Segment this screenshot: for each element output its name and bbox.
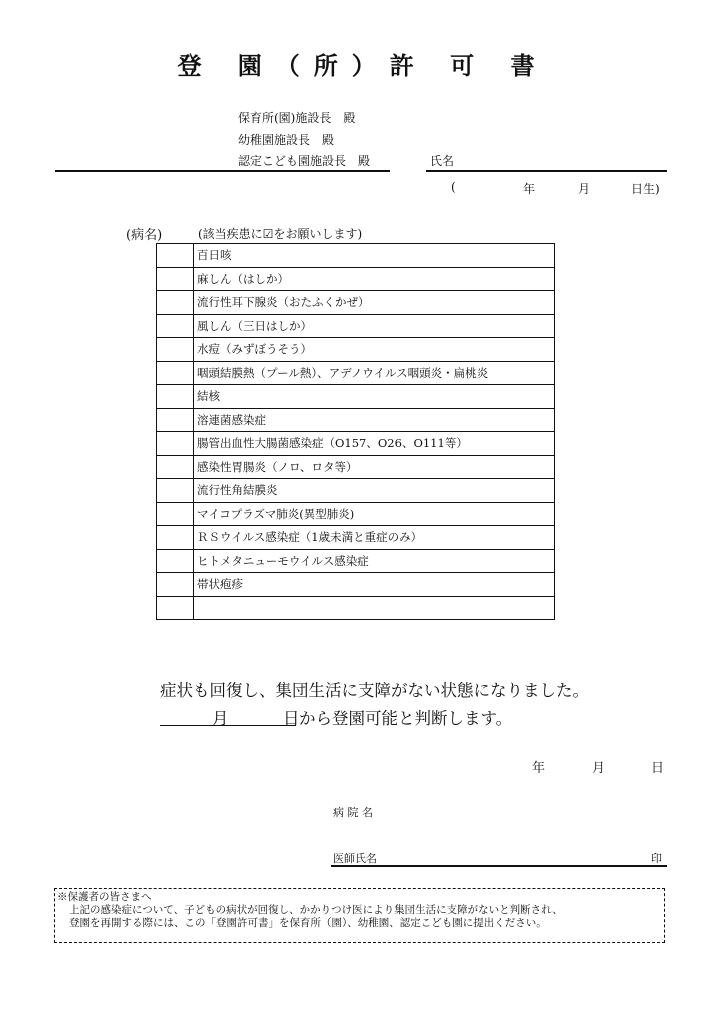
disease-checkbox[interactable]	[157, 338, 194, 362]
note-heading: ※保護者の皆さまへ	[57, 891, 152, 903]
disease-checkbox[interactable]	[157, 573, 194, 597]
disease-checkbox[interactable]	[157, 244, 194, 268]
birth-open: (	[451, 180, 456, 194]
disease-checkbox[interactable]	[157, 408, 194, 432]
disease-name: マイコプラズマ肺炎(異型肺炎)	[194, 502, 555, 526]
resume-month-label: 月	[212, 709, 229, 728]
birth-month-label: 月	[578, 182, 591, 196]
date-year-label: 年	[532, 761, 546, 776]
disease-name: 麻しん（はしか）	[194, 267, 555, 291]
disease-row	[157, 361, 555, 385]
disease-row	[157, 479, 555, 503]
disease-row	[157, 502, 555, 526]
disease-name: 溶連菌感染症	[194, 408, 555, 432]
disease-row	[157, 338, 555, 362]
disease-checkbox[interactable]	[157, 314, 194, 338]
date-day-label: 日	[651, 761, 665, 776]
disease-name: 風しん（三日はしか）	[194, 314, 555, 338]
date-month-label: 月	[592, 761, 606, 776]
disease-row	[157, 314, 555, 338]
disease-checkbox[interactable]	[157, 432, 194, 456]
doctor-label: 医師氏名	[333, 852, 377, 865]
disease-row	[157, 244, 555, 268]
disease-label: (病名)	[126, 228, 163, 243]
disease-checkbox[interactable]	[157, 479, 194, 503]
birth-year-label: 年	[523, 182, 536, 196]
disease-name: 流行性耳下腺炎（おたふくかぜ）	[194, 291, 555, 315]
disease-checkbox[interactable]	[157, 291, 194, 315]
doctor-name-field[interactable]	[331, 865, 667, 867]
statement: 症状も回復し、集団生活に支障がない状態になりました。	[160, 681, 589, 700]
disease-name: 水痘（みずぼうそう）	[194, 338, 555, 362]
disease-name	[194, 596, 555, 620]
divider	[55, 170, 390, 172]
addressee-kindergarten: 幼稚園施設長 殿	[238, 133, 335, 147]
note-line-1: 上記の感染症について、子どもの病状が回復し、かかりつけ医により集団生活に支障がないと判断され、	[69, 904, 563, 916]
disease-row	[157, 526, 555, 550]
guardian-note	[54, 888, 665, 943]
disease-checkbox[interactable]	[157, 526, 194, 550]
disease-name: 感染性胃腸炎（ノロ、ロタ等）	[194, 455, 555, 479]
addressee-center: 認定こども園施設長 殿	[238, 154, 371, 168]
check-instruction: (該当疾患に☑をお願いします)	[198, 227, 363, 241]
disease-name: 結核	[194, 385, 555, 409]
disease-checkbox[interactable]	[157, 361, 194, 385]
name-field[interactable]	[426, 170, 667, 172]
disease-name: 腸管出血性大腸菌感染症（O157、O26、O111等）	[194, 432, 555, 456]
disease-table	[156, 243, 555, 620]
disease-row	[157, 549, 555, 573]
addressee-nursery: 保育所(園)施設長 殿	[238, 111, 356, 125]
seal-label: 印	[651, 852, 662, 865]
name-label: 氏名	[430, 154, 455, 168]
disease-row	[157, 596, 555, 620]
disease-row	[157, 432, 555, 456]
page-title: 登 園（所）許 可 書	[177, 51, 549, 80]
disease-name: ヒトメタニューモウイルス感染症	[194, 549, 555, 573]
disease-name: 帯状疱疹	[194, 573, 555, 597]
disease-name: ＲＳウイルス感染症（1歳未満と重症のみ）	[194, 526, 555, 550]
resume-text: から登園可能と判断します。	[299, 709, 513, 728]
resume-day-label: 日	[283, 709, 300, 728]
disease-row	[157, 573, 555, 597]
birth-day-label: 日生)	[631, 182, 660, 196]
disease-checkbox[interactable]	[157, 385, 194, 409]
hospital-label: 病 院 名	[333, 806, 373, 819]
disease-checkbox[interactable]	[157, 596, 194, 620]
disease-checkbox[interactable]	[157, 267, 194, 291]
disease-row	[157, 267, 555, 291]
disease-row	[157, 291, 555, 315]
disease-checkbox[interactable]	[157, 502, 194, 526]
note-line-2: 登園を再開する際には、この「登園許可書」を保育所（園）、幼稚園、認定こども園に提出ください。	[69, 917, 547, 929]
disease-name: 咽頭結膜熱（プール熱）、アデノウイルス咽頭炎・扁桃炎	[194, 361, 555, 385]
disease-row	[157, 408, 555, 432]
disease-checkbox[interactable]	[157, 455, 194, 479]
disease-name: 百日咳	[194, 244, 555, 268]
disease-row	[157, 455, 555, 479]
disease-checkbox[interactable]	[157, 549, 194, 573]
disease-name: 流行性角結膜炎	[194, 479, 555, 503]
disease-row	[157, 385, 555, 409]
